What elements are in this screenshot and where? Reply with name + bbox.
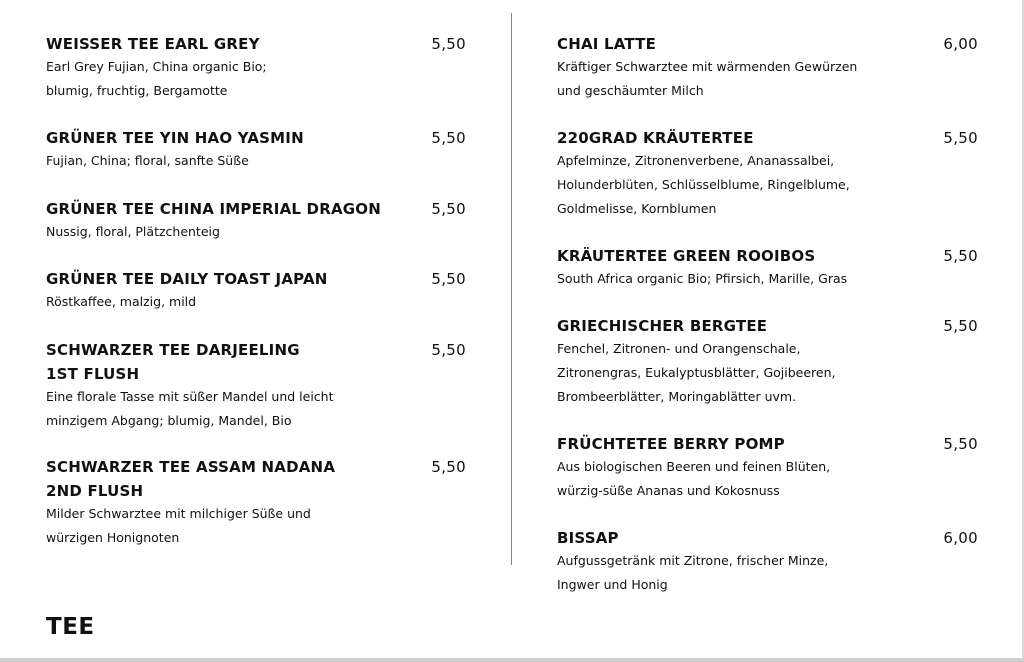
menu-item-name: GRÜNER TEE CHINA IMPERIAL DRAGON bbox=[46, 200, 381, 218]
menu-item-description: Milder Schwarztee mit milchiger Süße und würzigen Honignoten bbox=[46, 506, 311, 545]
menu-item bbox=[46, 32, 466, 103]
menu-item-price: 6,00 bbox=[943, 35, 978, 53]
menu-item bbox=[557, 32, 978, 103]
menu-item-header bbox=[557, 314, 978, 338]
menu-item-name: SCHWARZER TEE DARJEELING 1ST FLUSH bbox=[46, 341, 300, 383]
menu-item-header bbox=[557, 432, 978, 456]
menu-item-name: FRÜCHTETEE BERRY POMP bbox=[557, 435, 785, 453]
menu-item-description: South Africa organic Bio; Pfirsich, Marille, Gras bbox=[557, 271, 848, 286]
menu-item-price: 5,50 bbox=[431, 200, 466, 218]
menu-item-description: Röstkaffee, malzig, mild bbox=[46, 294, 197, 309]
menu-item-price: 5,50 bbox=[431, 35, 466, 53]
menu-item-name: GRÜNER TEE YIN HAO YASMIN bbox=[46, 129, 304, 147]
menu-item-header bbox=[557, 244, 978, 268]
menu-item bbox=[557, 126, 978, 221]
menu-item-price: 6,00 bbox=[943, 529, 978, 547]
column-divider bbox=[511, 13, 512, 565]
menu-item-price: 5,50 bbox=[943, 317, 978, 335]
menu-item-description: Fujian, China; floral, sanfte Süße bbox=[46, 153, 249, 168]
menu-item-description: Fenchel, Zitronen- und Orangenschale, Zitronengras, Eukalyptusblätter, Gojibeeren, Brombeerblätter, Moringablätter uvm. bbox=[557, 341, 836, 404]
menu-item-price: 5,50 bbox=[431, 341, 466, 359]
menu-item-name: WEISSER TEE EARL GREY bbox=[46, 35, 260, 53]
menu-item-description: Nussig, floral, Plätzchenteig bbox=[46, 224, 220, 239]
page-edge-bottom bbox=[0, 658, 1024, 662]
menu-item-price: 5,50 bbox=[431, 458, 466, 476]
menu-item bbox=[46, 455, 466, 550]
menu-item bbox=[557, 314, 978, 409]
menu-item-price: 5,50 bbox=[943, 435, 978, 453]
menu-item-description: Eine florale Tasse mit süßer Mandel und leicht minzigem Abgang; blumig, Mandel, Bio bbox=[46, 389, 334, 428]
menu-item-header bbox=[557, 32, 978, 56]
menu-item-price: 5,50 bbox=[431, 270, 466, 288]
menu-item-name: CHAI LATTE bbox=[557, 35, 657, 53]
menu-item-header bbox=[46, 126, 466, 150]
menu-item-name: SCHWARZER TEE ASSAM NADANA 2ND FLUSH bbox=[46, 458, 336, 500]
menu-item-price: 5,50 bbox=[943, 247, 978, 265]
menu-item-description: Aufgussgetränk mit Zitrone, frischer Minze, Ingwer und Honig bbox=[557, 553, 829, 592]
menu-item bbox=[557, 432, 978, 503]
menu-item-description: Apfelminze, Zitronenverbene, Ananassalbei, Holunderblüten, Schlüsselblume, Ringelblume, Goldmelisse, Kornblumen bbox=[557, 153, 850, 216]
menu-item-description: Earl Grey Fujian, China organic Bio; blumig, fruchtig, Bergamotte bbox=[46, 59, 267, 98]
menu-item-description: Kräftiger Schwarztee mit wärmenden Gewürzen und geschäumter Milch bbox=[557, 59, 858, 98]
menu-item-header bbox=[46, 338, 466, 386]
menu-item-name: BISSAP bbox=[557, 529, 619, 547]
menu-item-price: 5,50 bbox=[943, 129, 978, 147]
menu-item bbox=[557, 526, 978, 597]
menu-item bbox=[557, 244, 978, 291]
menu-item-name: 220GRAD KRÄUTERTEE bbox=[557, 129, 754, 147]
menu-item-name: GRÜNER TEE DAILY TOAST JAPAN bbox=[46, 270, 328, 288]
menu-item bbox=[46, 197, 466, 244]
section-title: TEE bbox=[46, 614, 95, 640]
menu-item-name: KRÄUTERTEE GREEN ROOIBOS bbox=[557, 247, 816, 265]
menu-item-header bbox=[557, 526, 978, 550]
menu-item bbox=[46, 338, 466, 433]
menu-item-header bbox=[46, 32, 466, 56]
menu-item bbox=[46, 126, 466, 173]
menu-item-price: 5,50 bbox=[431, 129, 466, 147]
menu-item-header bbox=[46, 267, 466, 291]
menu-item-description: Aus biologischen Beeren und feinen Blüten, würzig-süße Ananas und Kokosnuss bbox=[557, 459, 831, 498]
menu-item-header bbox=[46, 197, 466, 221]
menu-item-header bbox=[557, 126, 978, 150]
menu-item-name: GRIECHISCHER BERGTEE bbox=[557, 317, 768, 335]
menu-item bbox=[46, 267, 466, 314]
menu-item-header bbox=[46, 455, 466, 503]
